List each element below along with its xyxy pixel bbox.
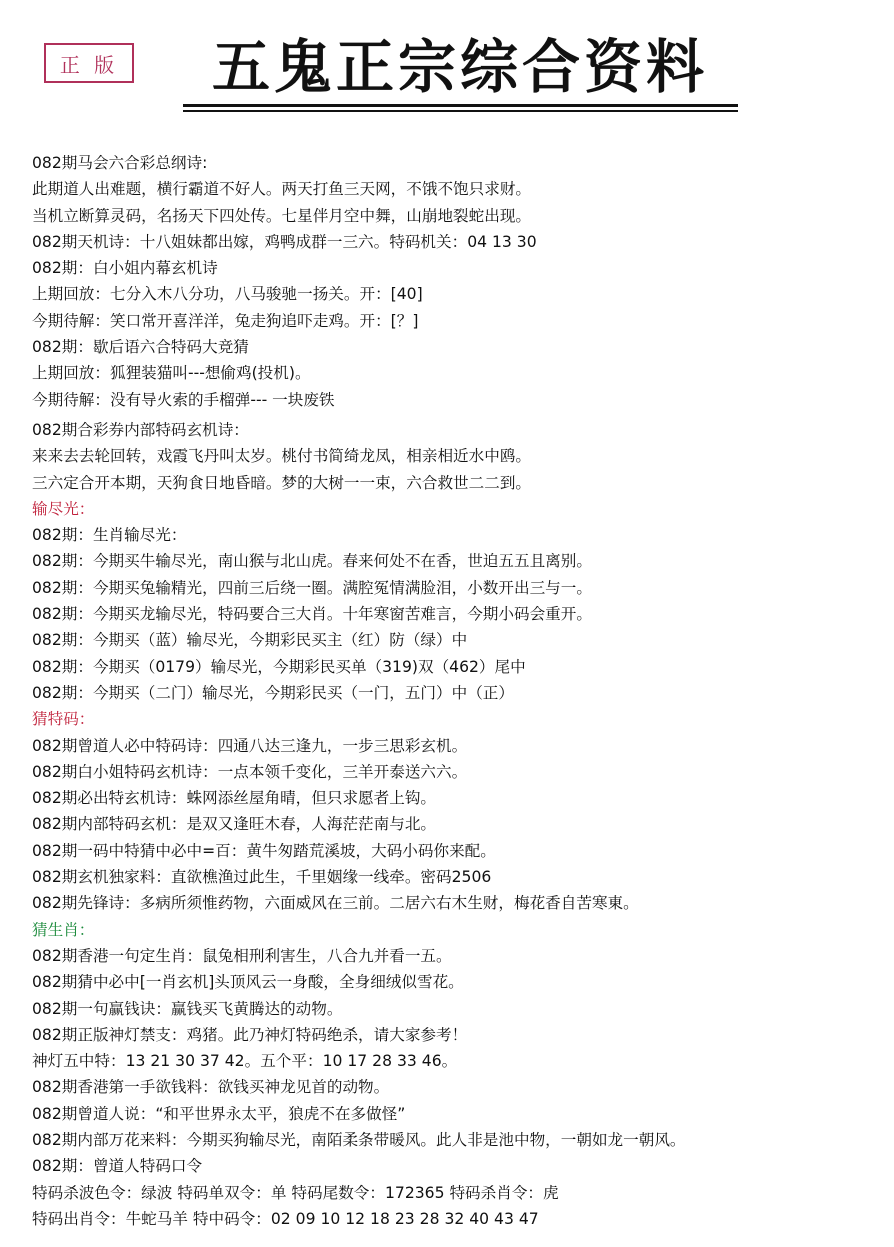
text-line: 三六定合开本期，天狗食日地昏暗。梦的大树一一束，六合救世二二到。 <box>32 473 532 492</box>
text-line: 082期香港一句定生肖：鼠兔相刑利害生，八合九并看一五。 <box>32 946 452 965</box>
text-line: 082期：今期买（蓝）输尽光，今期彩民买主（红）防（绿）中 <box>32 631 468 650</box>
section-heading: 猜特码： <box>32 710 95 729</box>
text-line: 今期待解：没有导火索的手榴弹--- 一块废铁 <box>32 390 335 409</box>
text-line: 082期先锋诗：多病所须惟药物，六面威风在三前。二居六右木生财，梅花香自苦寒東。 <box>32 894 639 913</box>
title-underline-thick <box>183 104 738 107</box>
text-line: 082期：今期买（二门）输尽光，今期彩民买（一门，五门）中（正） <box>32 683 514 702</box>
text-line: 082期猜中必中[一肖玄机]头顶风云一身酸，全身细绒似雪花。 <box>32 973 464 992</box>
text-line: 上期回放：狐狸装猫叫---想偷鸡(投机)。 <box>32 364 311 383</box>
text-line: 082期一码中特猜中必中=百：黄牛匆踏荒溪坡，大码小码你来配。 <box>32 841 496 860</box>
text-line: 082期玄机独家料：直欲樵渔过此生，千里姻缘一线牵。密码2506 <box>32 868 492 887</box>
text-line: 082期：今期买牛输尽光，南山猴与北山虎。春来何处不在香，世迫五五且离别。 <box>32 552 592 571</box>
text-line: 082期：曾道人特码口令 <box>32 1157 203 1176</box>
text-line: 082期：白小姐内幕玄机诗 <box>32 259 218 278</box>
text-line: 今期待解：笑口常开喜洋洋，兔走狗追吓走鸡。开：[？] <box>32 311 419 330</box>
badge-label: 正 版 <box>59 52 119 77</box>
content-body <box>32 150 882 1232</box>
text-line: 082期：生肖输尽光： <box>32 526 187 545</box>
text-line: 082期内部特码玄机：是双又逢旺木春，人海茫茫南与北。 <box>32 815 437 834</box>
text-line: 来来去去轮回转，戏霞飞丹叫太岁。桃付书简绮龙凤，相亲相近水中鸥。 <box>32 447 532 466</box>
text-line: 上期回放：七分入木八分功，八马骏驰一扬关。开：[40] <box>32 285 423 304</box>
text-line: 082期马会六合彩总纲诗: <box>32 154 208 172</box>
text-line: 特码杀波色令：绿波 特码单双令：单 特码尾数令：172365 特码杀肖令：虎 <box>32 1183 559 1202</box>
text-line: 082期正版神灯禁支：鸡猪。此乃神灯特码绝杀，请大家参考！ <box>32 1025 468 1044</box>
text-line: 082期一句赢钱诀：赢钱买飞黄腾达的动物。 <box>32 999 343 1018</box>
text-line: 082期：今期买（0179）输尽光，今期彩民买单（319)双（462）尾中 <box>32 657 526 676</box>
text-line: 082期：歇后语六合特码大竞猜 <box>32 338 249 357</box>
text-line: 082期：今期买龙输尽光，特码要合三大肖。十年寒窗苦难言，今期小码会重开。 <box>32 605 592 624</box>
edition-badge <box>44 43 134 83</box>
text-line: 当机立断算灵码，名扬天下四处传。七星伴月空中舞，山崩地裂蛇出现。 <box>32 206 532 225</box>
text-line: 082期必出特玄机诗：蛛网添丝屋角晴，但只求愿者上钩。 <box>32 789 437 808</box>
text-line: 082期香港第一手欲钱料：欲钱买神龙见首的动物。 <box>32 1078 390 1097</box>
text-line: 082期：今期买兔输精光，四前三后绕一圈。满腔冤情满脸泪，小数开出三与一。 <box>32 578 592 597</box>
text-line: 082期白小姐特码玄机诗：一点本领千变化，三羊开泰送六六。 <box>32 762 468 781</box>
text-line: 082期合彩券内部特码玄机诗： <box>32 420 249 439</box>
section-heading: 输尽光： <box>32 499 95 518</box>
title-underline-thin <box>183 110 738 112</box>
text-line: 特码出肖令：牛蛇马羊 特中码令：02 09 10 12 18 23 28 32 40 43 47 <box>32 1209 539 1228</box>
text-line: 此期道人出难题，横行霸道不好人。两天打鱼三天网，不饿不饱只求财。 <box>32 180 532 199</box>
text-line: 082期曾道人必中特码诗：四通八达三逢九，一步三思彩玄机。 <box>32 736 468 755</box>
page-title: 五鬼正宗综合资料 <box>211 33 708 101</box>
text-line: 082期内部万花来料：今期买狗输尽光，南陌柔条带暖风。此人非是池中物，一朝如龙一朝风。 <box>32 1130 686 1149</box>
text-line: 神灯五中特：13 21 30 37 42。五个平：10 17 28 33 46。 <box>32 1052 458 1071</box>
text-line: 082期天机诗：十八姐妹都出嫁，鸡鸭成群一三六。特码机关：04 13 30 <box>32 232 537 251</box>
section-heading: 猜生肖： <box>32 920 95 939</box>
text-line: 082期曾道人说：“和平世界永太平，狼虎不在多做怪” <box>32 1104 406 1123</box>
